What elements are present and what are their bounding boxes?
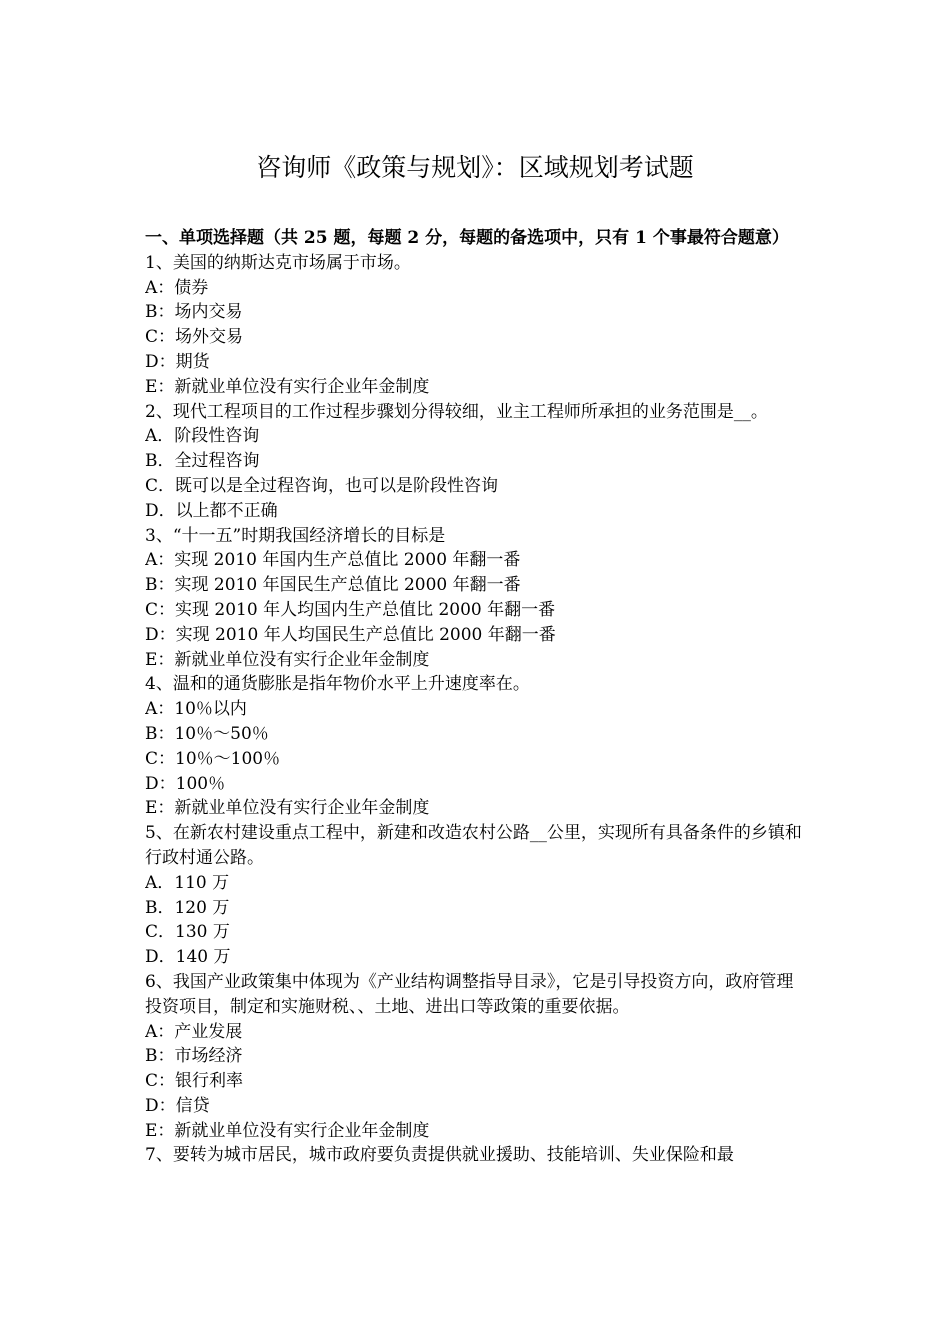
answer-option: A：10％以内 [145, 699, 247, 720]
answer-option: B：实现 2010 年国民生产总值比 2000 年翻一番 [145, 575, 521, 596]
answer-option: E：新就业单位没有实行企业年金制度 [145, 376, 430, 397]
question-block [145, 524, 810, 673]
document-body [145, 226, 810, 1168]
answer-option: E：新就业单位没有实行企业年金制度 [145, 649, 430, 670]
answer-option: A：实现 2010 年国内生产总值比 2000 年翻一番 [145, 550, 521, 571]
answer-option: C：场外交易 [145, 327, 244, 348]
question-text: 3、“十一五”时期我国经济增长的目标是 [145, 525, 446, 546]
question-block [145, 400, 810, 524]
question-text: 5、在新农村建设重点工程中，新建和改造农村公路__公里，实现所有具备条件的乡镇和行政村通公路。 [145, 823, 802, 868]
answer-option: A．阶段性咨询 [145, 426, 260, 447]
answer-option: D．140 万 [145, 947, 231, 968]
answer-option: A：产业发展 [145, 1021, 243, 1042]
answer-option: B．全过程咨询 [145, 451, 260, 472]
answer-option: C：银行利率 [145, 1071, 244, 1092]
answer-option: A．110 万 [145, 872, 230, 893]
question-block [145, 251, 810, 400]
document-title: 咨询师《政策与规划》：区域规划考试题 [256, 153, 694, 182]
question-text: 7、要转为城市居民，城市政府要负责提供就业援助、技能培训、失业保险和最 [145, 1145, 734, 1166]
answer-option: D：100％ [145, 773, 226, 794]
answer-option: E：新就业单位没有实行企业年金制度 [145, 798, 430, 819]
answer-option: E：新就业单位没有实行企业年金制度 [145, 1120, 430, 1141]
answer-option: B：场内交易 [145, 302, 243, 323]
question-block [145, 1143, 810, 1168]
answer-option: A：债券 [145, 277, 209, 298]
question-block [145, 970, 810, 1144]
question-block [145, 821, 810, 970]
answer-option: C．130 万 [145, 922, 230, 943]
question-text: 6、我国产业政策集中体现为《产业结构调整指导目录》，它是引导投资方向，政府管理投资项目，制定和实施财税、、土地、进出口等政策的重要依据。 [145, 971, 794, 1017]
question-text: 1、美国的纳斯达克市场属于市场。 [145, 252, 411, 273]
question-text: 2、现代工程项目的工作过程步骤划分得较细，业主工程师所承担的业务范围是__。 [145, 401, 768, 422]
answer-option: B：10％～50％ [145, 723, 269, 744]
answer-option: D：期货 [145, 351, 210, 372]
answer-option: D：信贷 [145, 1095, 210, 1116]
answer-option: B．120 万 [145, 897, 230, 918]
question-block [145, 672, 810, 821]
question-text: 4、温和的通货膨胀是指年物价水平上升速度率在。 [145, 674, 530, 695]
answer-option: D．以上都不正确 [145, 500, 278, 521]
answer-option: B：市场经济 [145, 1046, 243, 1067]
answer-option: D：实现 2010 年人均国民生产总值比 2000 年翻一番 [145, 624, 556, 645]
answer-option: C：10％～100％ [145, 748, 281, 769]
question-list [145, 251, 810, 1168]
answer-option: C．既可以是全过程咨询，也可以是阶段性咨询 [145, 475, 499, 496]
answer-option: C：实现 2010 年人均国内生产总值比 2000 年翻一番 [145, 599, 556, 620]
section-heading: 一、单项选择题（共 25 题，每题 2 分，每题的备选项中，只有 1 个事最符合题意） [145, 228, 789, 248]
